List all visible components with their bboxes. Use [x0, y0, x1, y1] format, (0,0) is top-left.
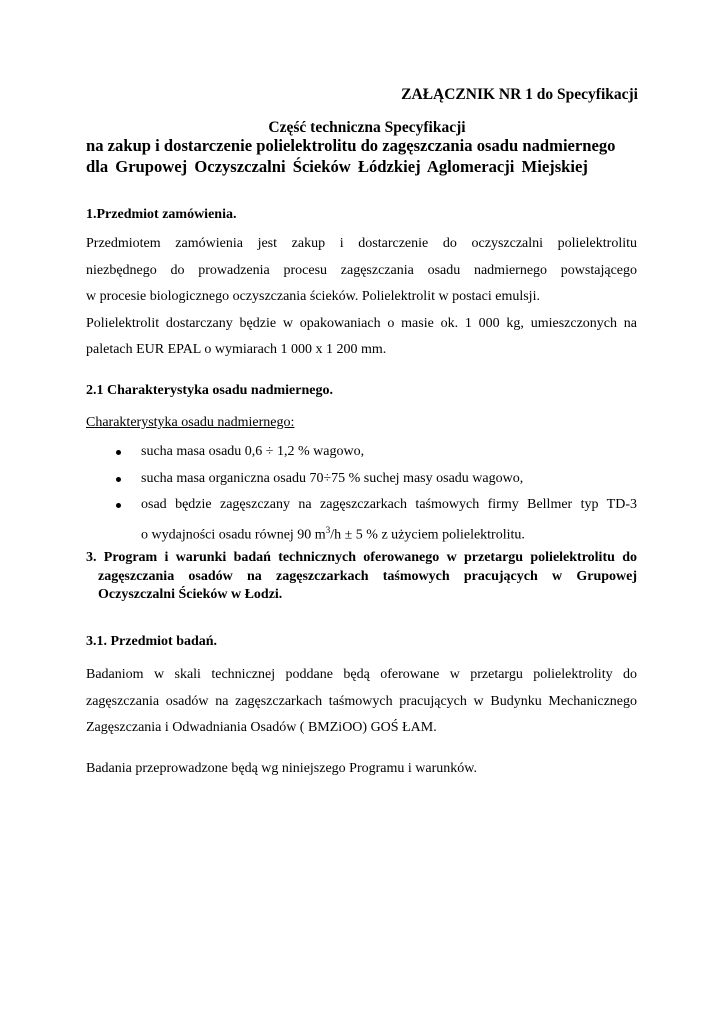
bullet-icon	[116, 450, 121, 455]
paragraph-line: Badaniom w skali technicznej poddane będą oferowane w przetargu polielektrolity do	[86, 667, 637, 682]
closing-paragraph	[86, 756, 637, 783]
paragraph-line: paletach EUR EPAL o wymiarach 1 000 x 1 200 mm.	[86, 342, 387, 357]
list-item: sucha masa osadu 0,6 ÷ 1,2 % wagowo,	[113, 439, 637, 466]
paragraph-line: w procesie biologicznego oczyszczania ścieków. Polielektrolit w postaci emulsji.	[86, 289, 540, 304]
heading-line: 3. Program i warunki badań technicznych oferowanego w przetargu polielektrolitu do	[86, 550, 637, 565]
list-item-continuation: o wydajności osadu równej 90 $m^3/h \pm 5$ % z użyciem polielektrolitu.	[141, 525, 525, 543]
annex-label: ZAŁĄCZNIK NR 1 do Specyfikacji	[401, 86, 638, 103]
paragraph-line: Przedmiotem zamówienia jest zakup i dostarczenie do oczyszczalni polielektrolitu	[86, 236, 637, 251]
document-title-line-1: na zakup i dostarczenie polielektrolitu do zagęszczania osadu nadmiernego	[86, 136, 616, 155]
paragraph-line: Zagęszczania i Odwadniania Osadów ( BMZiOO) GOŚ ŁAM.	[86, 720, 437, 735]
part-title: Część techniczna Specyfikacji	[268, 119, 466, 136]
characteristics-list	[113, 439, 637, 519]
characteristics-subheading: Charakterystyka osadu nadmiernego:	[86, 415, 295, 430]
paragraph-line: niezbędnego do prowadzenia procesu zagęszczania osadu nadmiernego powstającego	[86, 262, 637, 278]
document-title-line-2: dla Grupowej Oczyszczalni Ścieków Łódzkiej Aglomeracji Miejskiej	[86, 157, 588, 176]
section-1-heading: 1.Przedmiot zamówienia.	[86, 207, 237, 222]
heading-line: zagęszczania osadów na zagęszczarkach taśmowych pracujących w Grupowej	[98, 568, 637, 584]
section-3-1-paragraph	[86, 662, 637, 742]
section-3-1-heading: 3.1. Przedmiot badań.	[86, 634, 218, 649]
paragraph-line: zagęszczania osadów na zagęszczarkach taśmowych pracujących w Budynku Mechanicznego	[86, 693, 637, 709]
section-1-paragraph	[86, 231, 637, 364]
section-3-heading	[86, 549, 637, 605]
section-2-1-heading: 2.1 Charakterystyka osadu nadmiernego.	[86, 383, 333, 398]
list-item: osad będzie zagęszczany na zagęszczarkach taśmowych firmy Bellmer typ TD-3	[113, 492, 637, 519]
paragraph-line: Polielektrolit dostarczany będzie w opakowaniach o masie ok. 1 000 kg, umieszczonych na	[86, 315, 637, 331]
heading-line: Oczyszczalni Ścieków w Łodzi.	[98, 587, 283, 602]
list-item: sucha masa organiczna osadu 70÷75 % suchej masy osadu wagowo,	[113, 466, 637, 493]
bullet-icon	[116, 477, 121, 482]
paragraph-line: Badania przeprowadzone będą wg niniejszego Programu i warunków.	[86, 761, 477, 776]
bullet-icon	[116, 503, 121, 508]
